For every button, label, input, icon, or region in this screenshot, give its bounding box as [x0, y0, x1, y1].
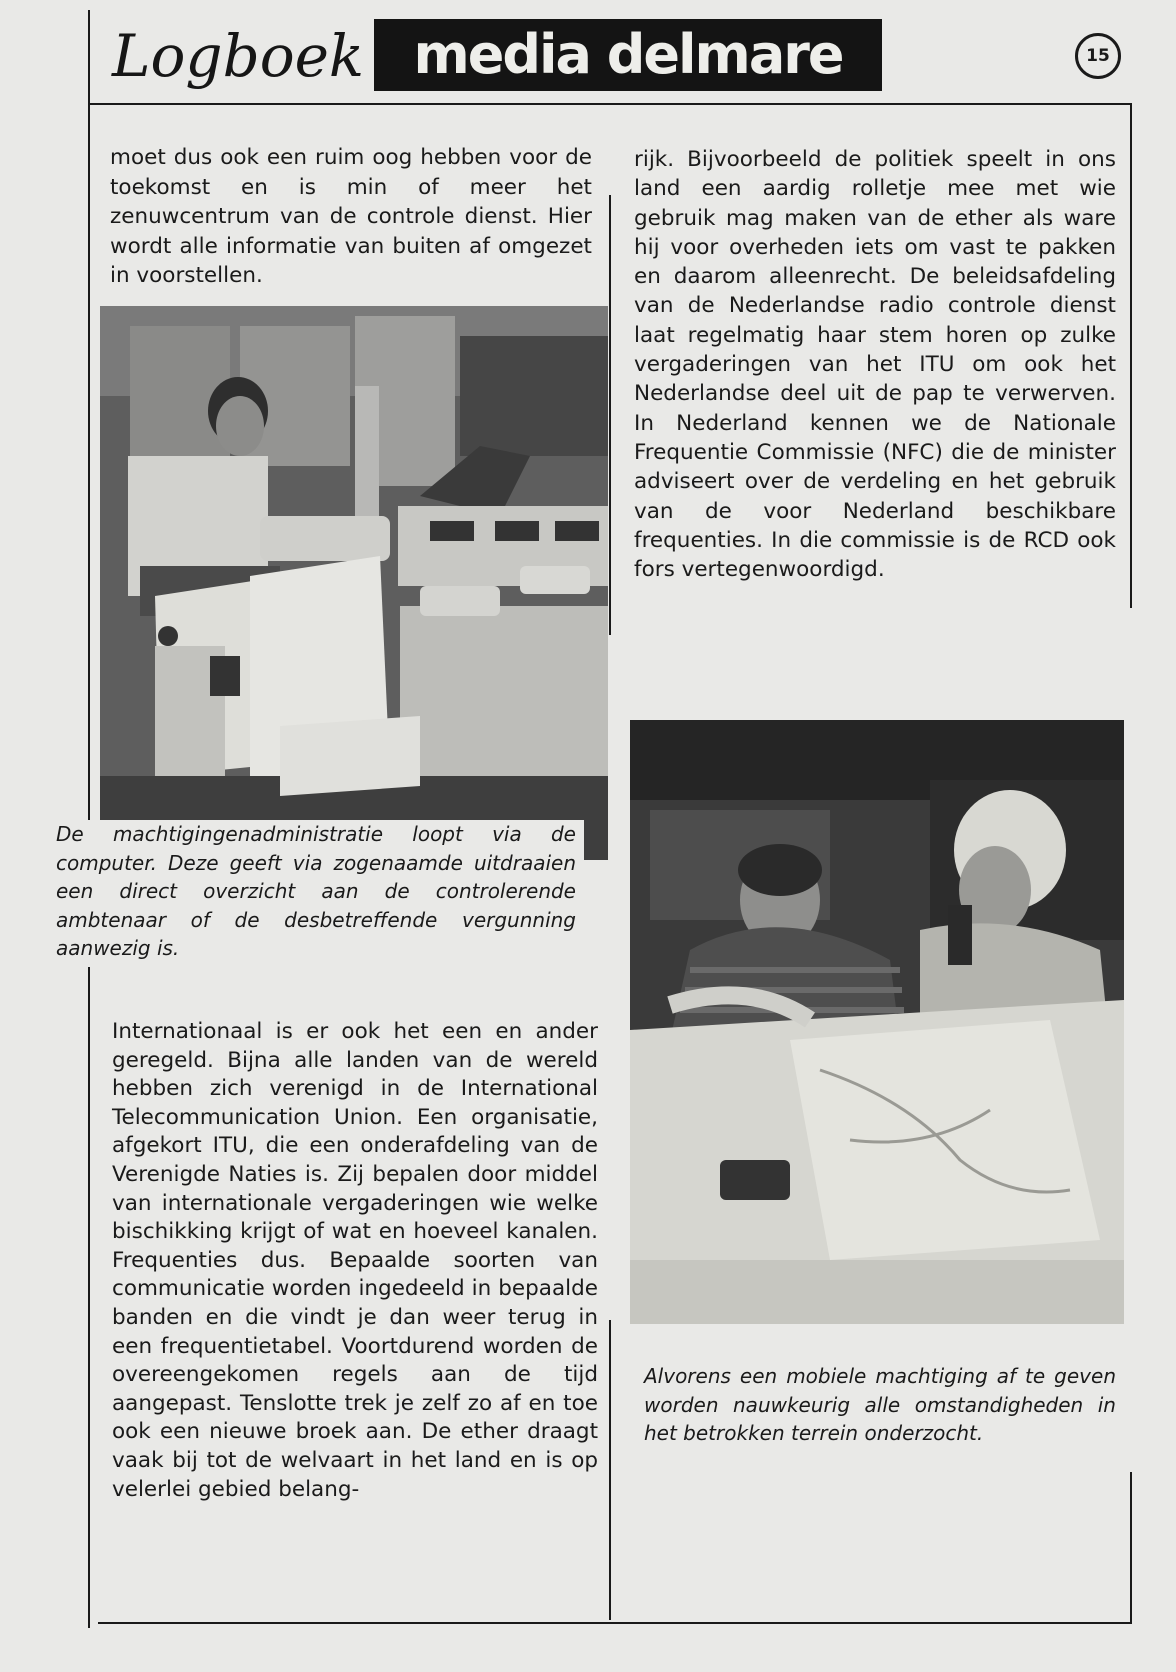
- paragraph: Internationaal is er ook het een en ander geregeld. Bijna alle landen van de wereld hebben zich verenigd in de International Telecommunication Union. Een organisatie, afgekort ITU, die een onderafdeling van de Verenigde Naties is. Zij bepalen door middel van internationale vergaderingen wie welke bischikking krijgt of wat en hoeveel kanalen. Frequenties dus. Bepaalde soorten van communicatie worden ingedeeld in bepaalde banden en die vindt je dan weer terug in een frequentietabel. Voortdurend worden de overeengekomen regels aan de tijd aangepast. Tenslotte trek je zelf zo af en toe ook een nieuwe broek aan. De ether draagt vaak bij tot de welvaart in het land en is op velerlei gebied belang-: [112, 1019, 598, 1502]
- footer-rule: [98, 1622, 1132, 1624]
- logbook-title: Logboek: [112, 22, 365, 90]
- caption-computer-photo: [52, 820, 584, 967]
- computer-room-illustration: [100, 306, 608, 860]
- column-divider-top: [609, 195, 611, 635]
- photo-computer-room: [100, 306, 608, 860]
- photo-map-study: [630, 720, 1124, 1324]
- article-text-right-top: [634, 145, 1116, 584]
- left-frame-line: [88, 10, 90, 1628]
- column-divider-bottom: [609, 1320, 611, 1620]
- right-frame-line-top: [1130, 103, 1132, 608]
- map-study-illustration: [630, 720, 1124, 1324]
- paragraph: rijk. Bijvoorbeeld de politiek speelt in ons land een aardig rolletje mee met wie gebruik mag maken van de ether als ware hij voor overheden iets om vast te pakken en daarom alleenrecht. De beleidsafdeling van de Nederlandse radio controle dienst laat regelmatig haar stem horen op zulke vergaderingen van het ITU om ook het Nederlandse deel uit de pap te verwerven. In Nederland kennen we de Nationale Frequentie Commissie (NFC) die de minister adviseert over de verdeling en het gebruik van de voor Nederland beschikbare frequenties. In die commissie is de RCD ook fors vertegenwoordigd.: [634, 147, 1116, 583]
- caption-map-photo: [644, 1362, 1116, 1448]
- article-text-left-top: [110, 143, 592, 291]
- paragraph: moet dus ook een ruim oog hebben voor de toekomst en is min of meer het zenuwcentrum van de controle dienst. Hier wordt alle informatie van buiten af omgezet in voorstellen.: [110, 145, 592, 288]
- masthead-banner: media delmare: [374, 19, 882, 91]
- article-text-left-bottom: [112, 1018, 598, 1504]
- page-number-badge: 15: [1075, 33, 1121, 79]
- caption-text: Alvorens een mobiele machtiging af te geven worden nauwkeurig alle omstandigheden in het betrokken terrein onderzocht.: [644, 1364, 1116, 1445]
- header-rule: [88, 103, 1132, 105]
- right-frame-line-bottom: [1130, 1472, 1132, 1624]
- caption-text: De machtigingenadministratie loopt via de computer. Deze geeft via zogenaamde uitdraaien een direct overzicht aan de controlerende ambtenaar of de desbetreffende vergunning aanwezig is.: [56, 822, 576, 960]
